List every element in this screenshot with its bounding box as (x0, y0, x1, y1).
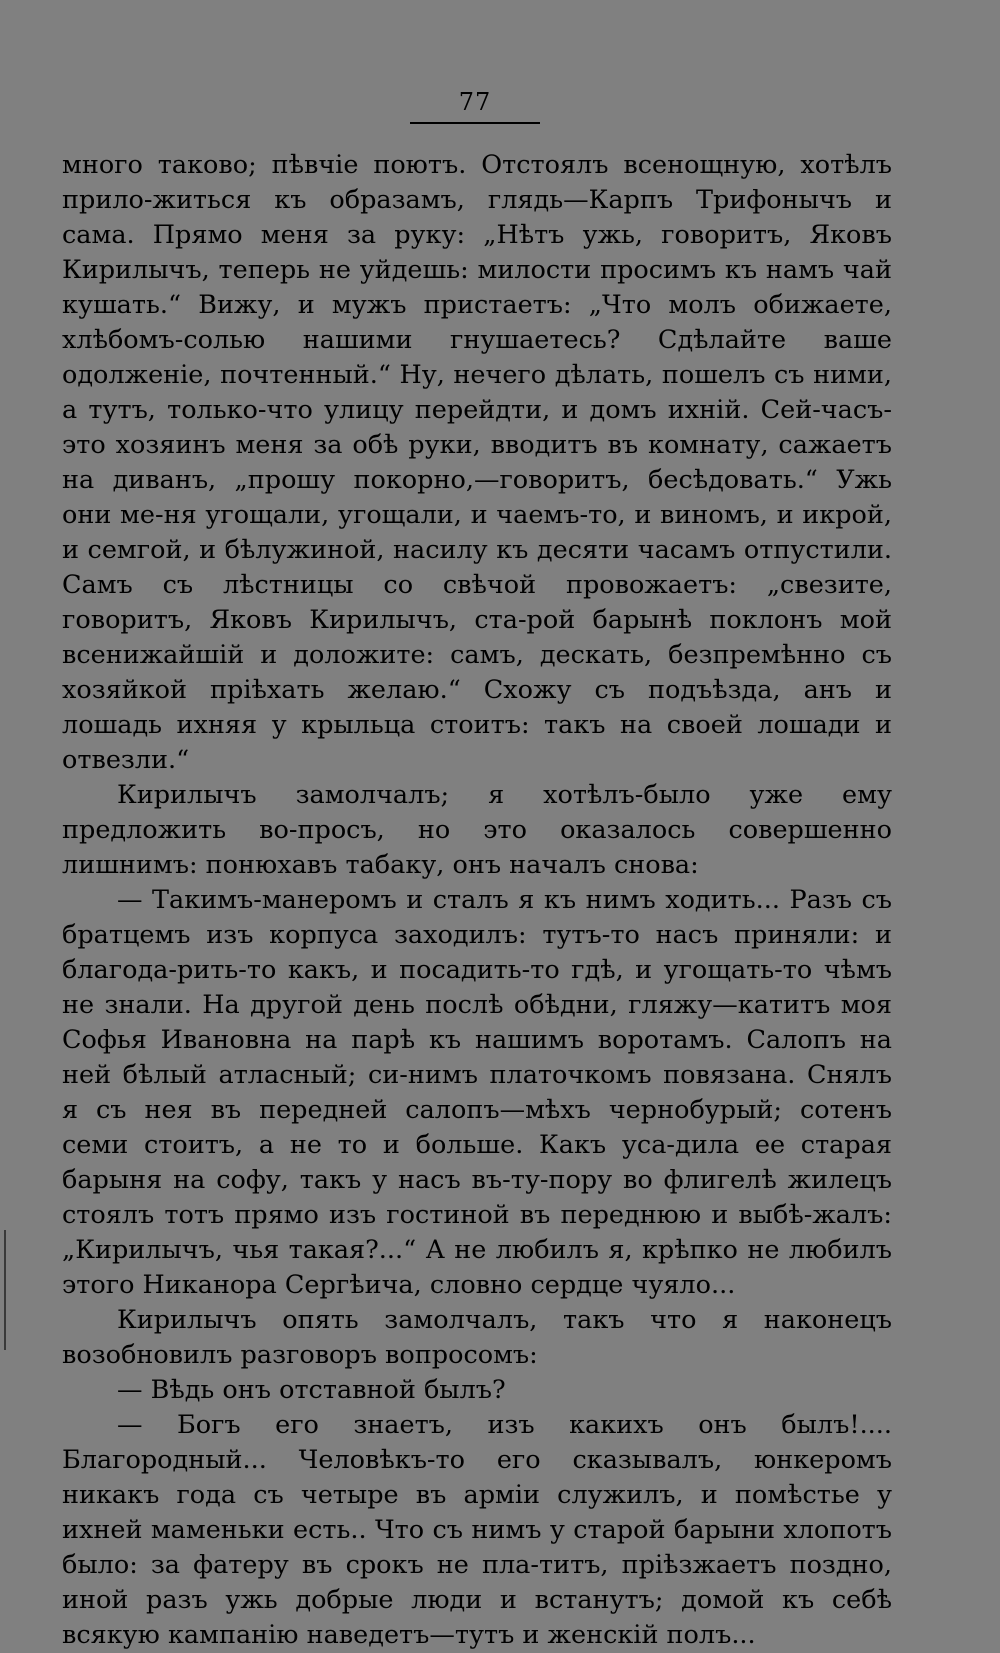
body-text (62, 148, 892, 1653)
paragraph-dialogue: — Такимъ-манеромъ и сталъ я къ нимъ ходить... Разъ съ братцемъ изъ корпуса заходилъ: тутъ-то насъ приняли: и благода-рить-то какъ, и посадить-то гдѣ, и угощать-то чѣмъ не знали. На другой день послѣ обѣдни, гляжу—катитъ моя Софья Ивановна на парѣ къ нашимъ воротамъ. Салопъ на ней бѣлый атласный; си-нимъ платочкомъ повязана. Снялъ я съ нея въ передней салопъ—мѣхъ чернобурый; сотенъ семи стоитъ, а не то и больше. Какъ уса-дила ее старая барыня на софу, такъ у насъ въ-ту-пору во флигелѣ жилецъ стоялъ тотъ прямо изъ гостиной въ переднюю и выбѣ-жалъ: „Кирилычъ, чья такая?...“ А не любилъ я, крѣпко не любилъ этого Никанора Сергѣича, словно сердце чуяло... (62, 885, 892, 1300)
page-number: 77 (458, 88, 492, 116)
paragraph: Кирилычъ замолчалъ; я хотѣлъ-было уже ему предложить во-просъ, но это оказалось совершенно лишнимъ: понюхавъ табаку, онъ началъ снова: (62, 780, 892, 880)
page-number-rule (410, 122, 540, 124)
paragraph: Кирилычъ опять замолчалъ, такъ что я наконецъ возобновилъ разговоръ вопросомъ: (62, 1305, 892, 1370)
paragraph-dialogue: — Богъ его знаетъ, изъ какихъ онъ былъ!.... Благородный... Человѣкъ-то его сказывалъ, юнкеромъ никакъ года съ четыре въ арміи служилъ, и помѣстье у ихней маменьки есть.. Что съ нимъ у старой барыни хлопотъ было: за фатеру въ срокъ не пла-титъ, пріѣзжаетъ поздно, иной разъ ужь добрые люди и встанутъ; домой къ себѣ всякую кампанію наведетъ—тутъ и женскій полъ... (62, 1410, 892, 1650)
paragraph-dialogue: — Вѣдь онъ отставной былъ? (117, 1375, 506, 1405)
paragraph-continuation: много таково; пѣвчіе поютъ. Отстоялъ всенощную, хотѣлъ прило-житься къ образамъ, глядь—Карпъ Трифонычъ и сама. Прямо меня за руку: „Нѣтъ ужь, говоритъ, Яковъ Кирилычъ, теперь не уйдешь: милости просимъ къ намъ чай кушать.“ Вижу, и мужъ пристаетъ: „Что молъ обижаете, хлѣбомъ-солью нашими гнушаетесь? Сдѣлайте ваше одолженіе, почтенный.“ Ну, нечего дѣлать, пошелъ съ ними, а тутъ, только-что улицу перейдти, и домъ ихній. Сей-часъ-это хозяинъ меня за обѣ руки, вводитъ въ комнату, сажаетъ на диванъ, „прошу покорно,—говоритъ, бесѣдовать.“ Ужь они ме-ня угощали, угощали, и чаемъ-то, и виномъ, и икрой, и семгой, и бѣлужиной, насилу къ десяти часамъ отпустили. Самъ съ лѣстницы со свѣчой провожаетъ: „свезите, говоритъ, Яковъ Кирилычъ, ста-рой барынѣ поклонъ мой всенижайшій и доложите: самъ, дескать, безпремѣнно съ хозяйкой пріѣхать желаю.“ Схожу съ подъѣзда, анъ и лошадь ихняя у крыльца стоитъ: такъ на своей лошади и отвезли.“ (62, 150, 892, 775)
page-edge-mark (4, 1230, 6, 1350)
